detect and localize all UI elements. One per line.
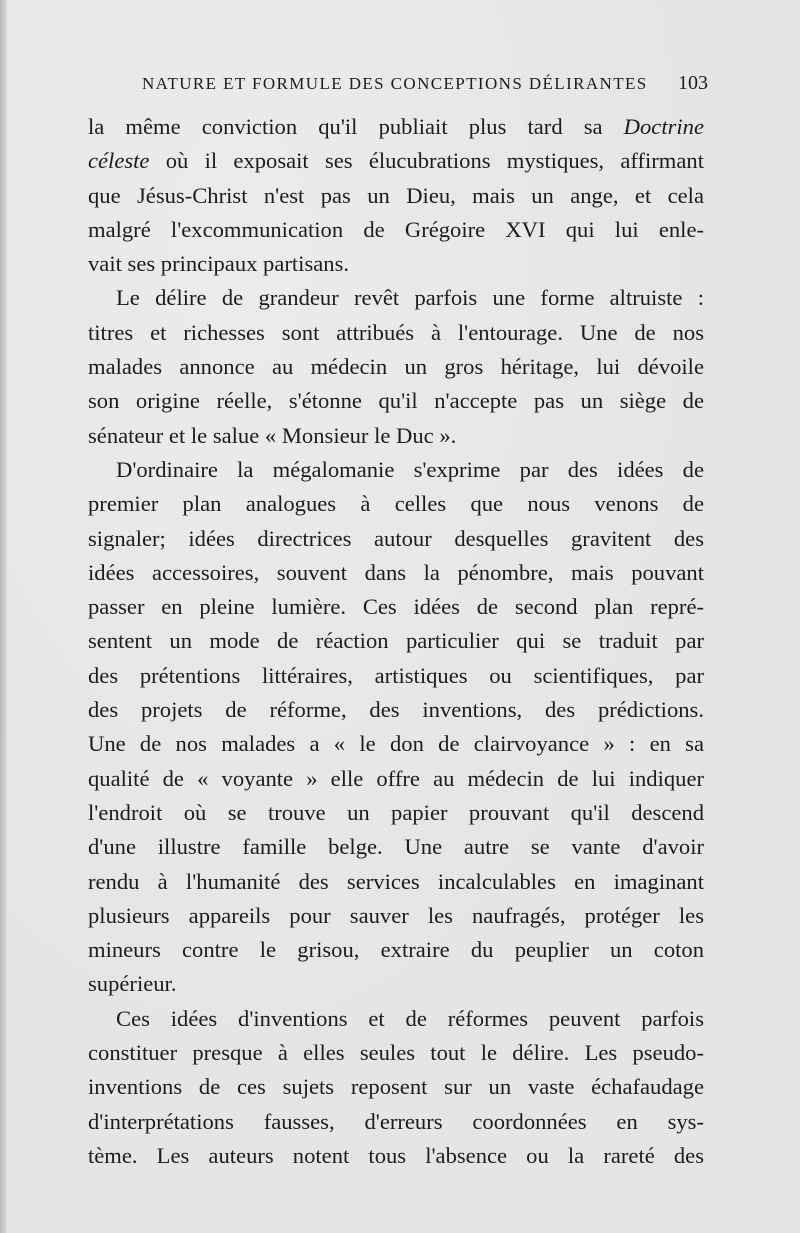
line-text: d'une illustre famille belge. Une autre se vante d'avoir <box>88 834 704 860</box>
line-text: rendu à l'humanité des services incalculables en imaginant <box>88 868 704 894</box>
text-line <box>88 933 704 967</box>
text-line <box>88 316 704 350</box>
text-line <box>88 967 704 1001</box>
text-line <box>88 179 704 213</box>
line-text: titres et richesses sont attribués à l'entourage. Une de nos <box>88 319 704 345</box>
line-text: d'interprétations fausses, d'erreurs coordonnées en sys- <box>88 1108 704 1134</box>
page-number: 103 <box>678 72 708 94</box>
italic-title: céleste <box>88 148 150 174</box>
text-line <box>88 693 704 727</box>
text-line <box>88 624 704 658</box>
text-line <box>88 213 704 247</box>
line-text: sénateur et le salue « Monsieur le Duc ». <box>88 422 457 448</box>
text-line <box>88 899 704 933</box>
text-line <box>88 659 704 693</box>
text-line <box>88 556 704 590</box>
line-text: Le délire de grandeur revêt parfois une forme altruiste : <box>116 285 704 311</box>
body-text <box>88 110 704 1173</box>
line-text: plusieurs appareils pour sauver les naufragés, protéger les <box>88 902 704 928</box>
line-text: des projets de réforme, des inventions, des prédictions. <box>88 697 704 723</box>
text-line <box>88 865 704 899</box>
text-line <box>88 453 704 487</box>
text-line <box>88 1070 704 1104</box>
text-line <box>88 590 704 624</box>
line-text: la même conviction qu'il publiait plus tard sa <box>88 114 624 139</box>
line-text: des prétentions littéraires, artistiques ou scientifiques, par <box>88 662 704 688</box>
text-line <box>88 727 704 761</box>
line-text: l'endroit où se trouve un papier prouvant qu'il descend <box>88 799 704 825</box>
text-line <box>88 1002 704 1036</box>
line-text: D'ordinaire la mégalomanie s'exprime par des idées de <box>116 456 704 482</box>
text-line <box>88 247 704 281</box>
page-binding-edge <box>0 0 7 1233</box>
text-line <box>88 487 704 521</box>
text-line <box>88 110 704 144</box>
line-text: tème. Les auteurs notent tous l'absence ou la rareté des <box>88 1142 704 1168</box>
line-text: premier plan analogues à celles que nous venons de <box>88 491 704 517</box>
text-line <box>88 350 704 384</box>
line-text: son origine réelle, s'étonne qu'il n'accepte pas un siège de <box>88 388 704 414</box>
line-text: malades annonce au médecin un gros héritage, lui dévoile <box>88 354 704 380</box>
line-text: supérieur. <box>88 971 177 997</box>
line-text: Ces idées d'inventions et de réformes peuvent parfois <box>116 1005 704 1031</box>
text-line <box>88 384 704 418</box>
line-text: idées accessoires, souvent dans la pénombre, mais pouvant <box>88 559 704 585</box>
text-line <box>88 1036 704 1070</box>
line-text: inventions de ces sujets reposent sur un vaste échafaudage <box>88 1074 704 1100</box>
text-line <box>88 1139 704 1173</box>
line-text: où il exposait ses élucubrations mystiques, affirmant <box>149 148 704 174</box>
text-line <box>88 796 704 830</box>
italic-title: Doctrine <box>623 114 704 139</box>
line-text: Une de nos malades a « le don de clairvoyance » : en sa <box>88 731 704 757</box>
running-title: NATURE ET FORMULE DES CONCEPTIONS DÉLIRANTES <box>142 74 648 93</box>
running-header <box>142 72 708 96</box>
line-text: qualité de « voyante » elle offre au médecin de lui indiquer <box>88 765 704 791</box>
line-text: sentent un mode de réaction particulier qui se traduit par <box>88 628 704 654</box>
text-line <box>88 144 704 178</box>
line-text: que Jésus-Christ n'est pas un Dieu, mais un ange, et cela <box>88 182 704 208</box>
text-line <box>88 762 704 796</box>
text-line <box>88 522 704 556</box>
text-line <box>88 281 704 315</box>
text-line <box>88 419 704 453</box>
line-text: passer en pleine lumière. Ces idées de second plan repré- <box>88 594 704 620</box>
text-line <box>88 830 704 864</box>
text-line <box>88 1105 704 1139</box>
line-text: malgré l'excommunication de Grégoire XVI qui lui enle- <box>88 216 704 242</box>
line-text: constituer presque à elles seules tout le délire. Les pseudo- <box>88 1040 704 1066</box>
line-text: vait ses principaux partisans. <box>88 251 350 277</box>
line-text: mineurs contre le grisou, extraire du peuplier un coton <box>88 937 704 963</box>
line-text: signaler; idées directrices autour desquelles gravitent des <box>88 525 704 551</box>
